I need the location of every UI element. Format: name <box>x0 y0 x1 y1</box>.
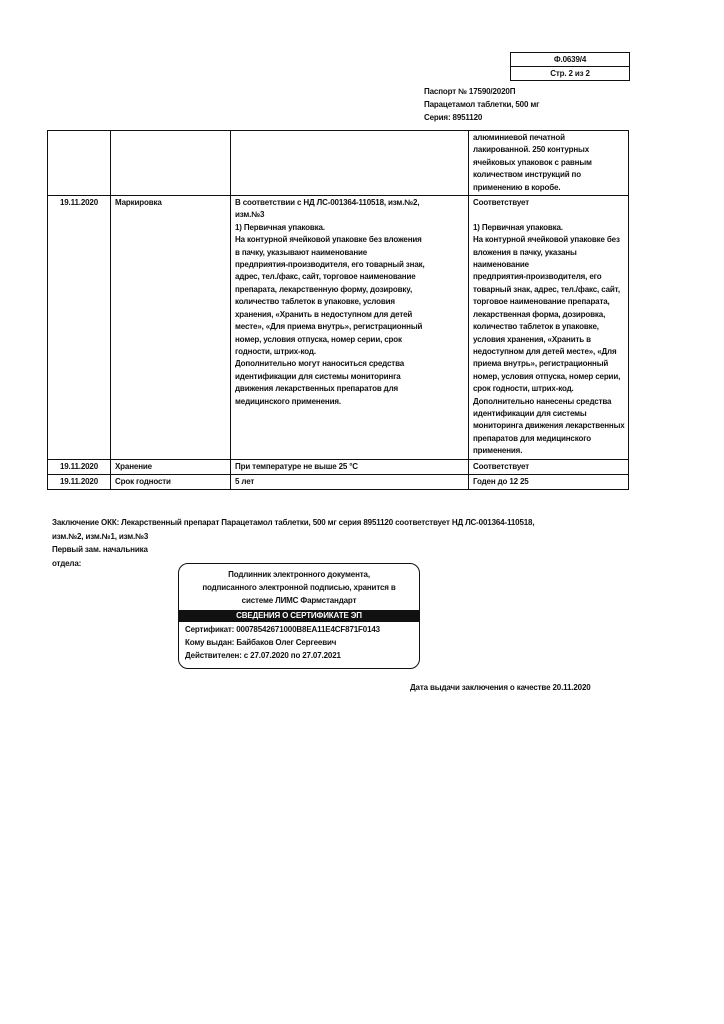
table-row <box>48 131 629 196</box>
cell-line: Соответствует <box>473 198 529 208</box>
cell-line: условия хранения, «Хранить в <box>473 334 591 344</box>
cell-line: товарный знак, адрес, тел./факс, сайт, <box>473 284 620 294</box>
conclusion-line: изм.№2, изм.№1, изм.№3 <box>52 531 149 541</box>
issue-date: Дата выдачи заключения о качестве 20.11.2020 <box>410 683 591 692</box>
e-signature-stamp <box>178 563 420 669</box>
cell-line: срок годности, штрих-код. <box>473 384 574 394</box>
stamp-text: подписанного электронной подписью, хранится в <box>202 583 396 592</box>
stamp-text: Подлинник электронного документа, <box>228 570 370 579</box>
table-row <box>48 459 629 474</box>
conclusion-line: Заключение ОКК: Лекарственный препарат Парацетамол таблетки, 500 мг серия 8951120 соответствует НД ЛС-001364-110518, <box>52 518 535 527</box>
cell-line: изм.№3 <box>235 210 265 220</box>
cell-line: приема внутрь», регистрационный <box>473 359 609 369</box>
cell-line: При температуре не выше 25 °С <box>235 461 358 471</box>
test-name: Хранение <box>111 459 231 474</box>
signer-title: Первый зам. начальника <box>52 545 148 554</box>
test-date: 19.11.2020 <box>48 196 111 460</box>
cell-line: адрес, тел./факс, сайт, торговое наименование <box>235 272 416 282</box>
test-name: Срок годности <box>111 474 231 489</box>
specification <box>231 196 469 460</box>
cell-line: применения. <box>473 446 523 456</box>
cell-line: лакированной. 250 контурных <box>473 145 590 155</box>
test-name: Маркировка <box>111 196 231 460</box>
result <box>469 131 629 196</box>
cell-line: алюминиевой печатной <box>473 133 565 142</box>
result <box>469 459 629 474</box>
specification <box>231 459 469 474</box>
passport-header <box>424 85 539 124</box>
cell-line: идентификации для системы <box>473 408 587 418</box>
form-code-box <box>510 52 630 81</box>
cell-line: вложения в пачку, указаны <box>473 247 577 257</box>
cell-line: медицинского применения. <box>235 396 341 406</box>
certificate-owner: Кому выдан: Байбаков Олег Сергеевич <box>185 638 337 647</box>
specification <box>231 131 469 196</box>
specification <box>231 474 469 489</box>
certificate-validity: Действителен: с 27.07.2020 по 27.07.2021 <box>185 651 341 660</box>
cell-line: На контурной ячейковой упаковке без <box>473 235 620 245</box>
product-name: Парацетамол таблетки, 500 мг <box>424 100 540 109</box>
cell-line: предприятия-производителя, его <box>473 272 602 282</box>
cell-line: годности, штрих-код. <box>235 346 316 356</box>
signer-title: отдела: <box>52 558 82 568</box>
test-results-table <box>47 130 629 490</box>
cell-line: Дополнительно могут наноситься средства <box>235 359 405 369</box>
cell-line: 1) Первичная упаковка. <box>235 222 325 232</box>
form-code: Ф.0639/4 <box>553 55 587 64</box>
cell-line: количество таблеток в упаковке, условия <box>235 297 395 307</box>
cell-line: наименование <box>473 260 529 270</box>
result <box>469 196 629 460</box>
cell-line: недоступном для детей месте», «Для <box>473 346 617 356</box>
stamp-text: системе ЛИМС Фармстандарт <box>241 596 357 605</box>
cell-line: мониторинга движения лекарственных <box>473 421 625 431</box>
cell-line <box>473 209 624 221</box>
test-date <box>48 131 111 196</box>
cell-line: 5 лет <box>235 476 255 486</box>
cell-line: количество таблеток в упаковке, <box>473 322 599 332</box>
result <box>469 474 629 489</box>
cell-line: торговое наименование препарата, <box>473 297 610 307</box>
test-name <box>111 131 231 196</box>
certificate-number: Сертификат: 00078542671000B8EA11E4CF871F0143 <box>185 625 380 634</box>
cell-line: препарата, лекарственную форму, дозировку, <box>235 284 413 294</box>
cell-line: идентификации для системы мониторинга <box>235 371 401 381</box>
cell-line: месте», «Для приема внутрь», регистрационный <box>235 322 423 332</box>
cell-line: количеством инструкций по <box>473 170 581 180</box>
cell-line: номер, условия отпуска, номер серии, <box>473 371 621 381</box>
cell-line: предприятия-производителя, его товарный знак, <box>235 260 425 270</box>
cell-line: В соответствии с НД ЛС-001364-110518, изм.№2, <box>235 198 420 208</box>
cell-line: лекарственная форма, дозировка, <box>473 309 606 319</box>
cell-line: движения лекарственных препаратов для <box>235 384 399 394</box>
cell-line: номер, условия отпуска, номер серии, срок <box>235 334 402 344</box>
series-number: Серия: 8951120 <box>424 113 483 122</box>
cell-line: ячейковых упаковок с равным <box>473 157 592 167</box>
table-row <box>48 196 629 460</box>
cell-line: Соответствует <box>473 461 529 471</box>
test-date: 19.11.2020 <box>48 474 111 489</box>
table-row <box>48 474 629 489</box>
cell-line: хранения, «Хранить в недоступном для детей <box>235 309 413 319</box>
test-date: 19.11.2020 <box>48 459 111 474</box>
conclusion <box>52 516 534 570</box>
stamp-title: СВЕДЕНИЯ О СЕРТИФИКАТЕ ЭП <box>179 610 419 622</box>
page-number: Стр. 2 из 2 <box>511 66 629 80</box>
cell-line: Годен до 12 25 <box>473 476 529 486</box>
cell-line: 1) Первичная упаковка. <box>473 222 563 232</box>
cell-line: На контурной ячейковой упаковке без вложения <box>235 235 422 245</box>
passport-number: Паспорт № 17590/2020П <box>424 87 516 96</box>
cell-line: Дополнительно нанесены средства <box>473 396 612 406</box>
cell-line: применению в коробе. <box>473 182 561 192</box>
cell-line: в пачку, указывают наименование <box>235 247 368 257</box>
cell-line: препаратов для медицинского <box>473 433 592 443</box>
